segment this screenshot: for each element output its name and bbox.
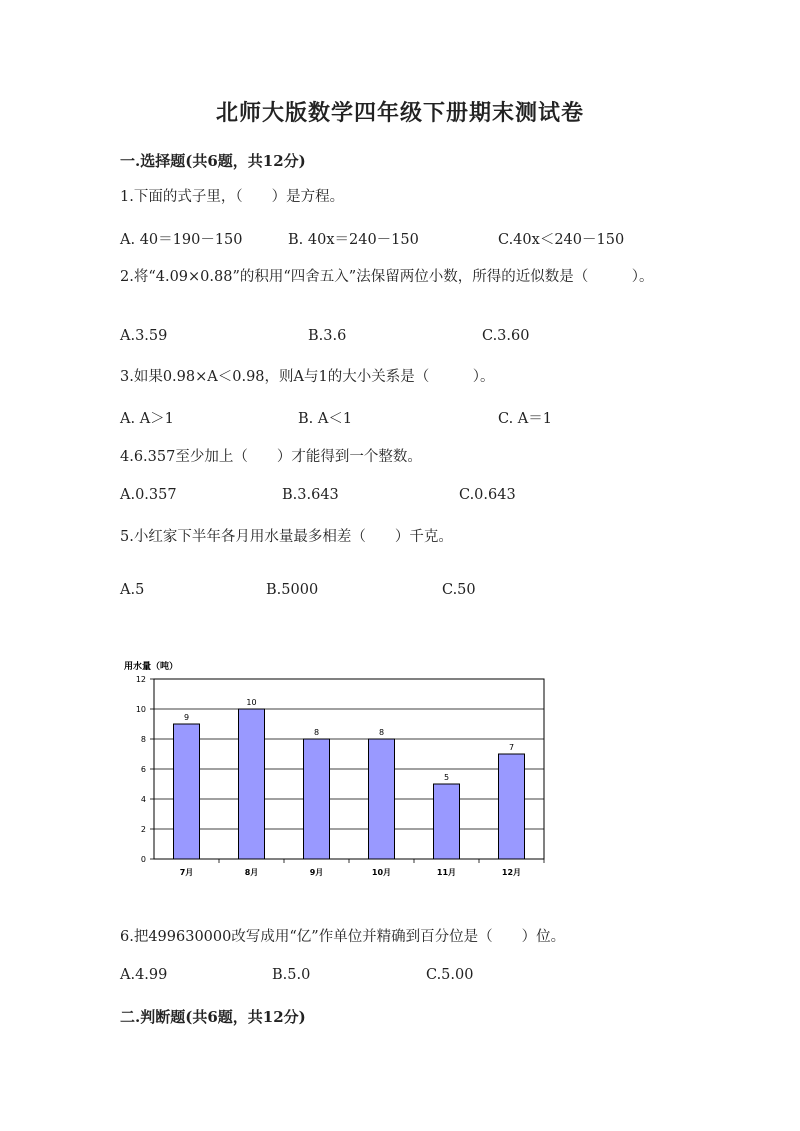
data-label: 10 (246, 698, 257, 707)
option-c: C.5.00 (426, 967, 474, 983)
data-label: 8 (313, 728, 320, 737)
question-2: 2.将“4.09×0.88”的积用“四舍五入”法保留两位小数，所得的近似数是（ ）。 (120, 269, 654, 285)
question-6: 6.把499630000改写成用“亿”作单位并精确到百分位是（ ）位。 (120, 929, 566, 945)
bar (174, 724, 200, 859)
x-tick-label: 12月 (501, 868, 522, 877)
section-heading-judgment: 二.判断题(共6题，共12分) (120, 1008, 306, 1026)
y-tick-label: 8 (140, 735, 146, 744)
bar (239, 709, 265, 859)
question-2-options (120, 328, 680, 348)
data-label: 7 (508, 743, 515, 752)
option-c: C. A＝1 (498, 411, 552, 427)
option-a: A.3.59 (120, 328, 168, 344)
question-3-options (120, 407, 680, 427)
data-label: 5 (443, 773, 450, 782)
page-title: 北师大版数学四年级下册期末测试卷 (215, 100, 584, 126)
x-tick-label: 11月 (436, 868, 457, 877)
option-a: A. A＞1 (120, 411, 174, 427)
option-a: A. 40＝190－150 (120, 232, 243, 248)
option-b: B.5.0 (272, 967, 311, 983)
x-tick-label: 10月 (371, 868, 392, 877)
option-b: B. 40x＝240－150 (288, 232, 419, 248)
question-1-options (120, 228, 680, 248)
y-tick-label: 2 (140, 825, 146, 834)
y-tick-label: 4 (140, 795, 146, 804)
data-label: 8 (378, 728, 385, 737)
y-tick-label: 10 (135, 705, 146, 714)
option-c: C.40x＜240－150 (498, 232, 625, 248)
option-a: A.5 (120, 582, 145, 598)
section-heading-choice: 一.选择题(共6题，共12分) (120, 152, 306, 170)
option-c: C.50 (442, 582, 476, 598)
x-tick-label: 7月 (179, 868, 194, 877)
question-4-options (120, 487, 680, 507)
option-b: B.3.6 (308, 328, 347, 344)
bar (369, 739, 395, 859)
option-b: B.3.643 (282, 487, 339, 503)
question-1: 1.下面的式子里，（ ）是方程。 (120, 189, 345, 205)
y-axis-label: 用水量（吨） (124, 662, 179, 672)
bar-chart-svg (118, 655, 558, 885)
option-c: C.0.643 (459, 487, 516, 503)
option-b: B.5000 (266, 582, 319, 598)
option-c: C.3.60 (482, 328, 530, 344)
bar (434, 784, 460, 859)
question-6-options (120, 967, 680, 987)
water-usage-chart (118, 655, 558, 885)
option-a: A.4.99 (120, 967, 168, 983)
option-a: A.0.357 (120, 487, 177, 503)
y-tick-label: 6 (140, 765, 146, 774)
question-4: 4.6.357至少加上（ ）才能得到一个整数。 (120, 449, 422, 465)
question-5: 5.小红家下半年各月用水量最多相差（ ）千克。 (120, 529, 453, 545)
question-3: 3.如果0.98×A＜0.98，则A与1的大小关系是（ ）。 (120, 369, 495, 385)
data-label: 9 (183, 713, 190, 722)
x-tick-label: 8月 (244, 868, 259, 877)
question-5-options (120, 582, 680, 602)
x-tick-label: 9月 (309, 868, 324, 877)
y-tick-label: 12 (135, 675, 146, 684)
bar (499, 754, 525, 859)
bar (304, 739, 330, 859)
y-tick-label: 0 (140, 855, 146, 864)
option-b: B. A＜1 (298, 411, 353, 427)
